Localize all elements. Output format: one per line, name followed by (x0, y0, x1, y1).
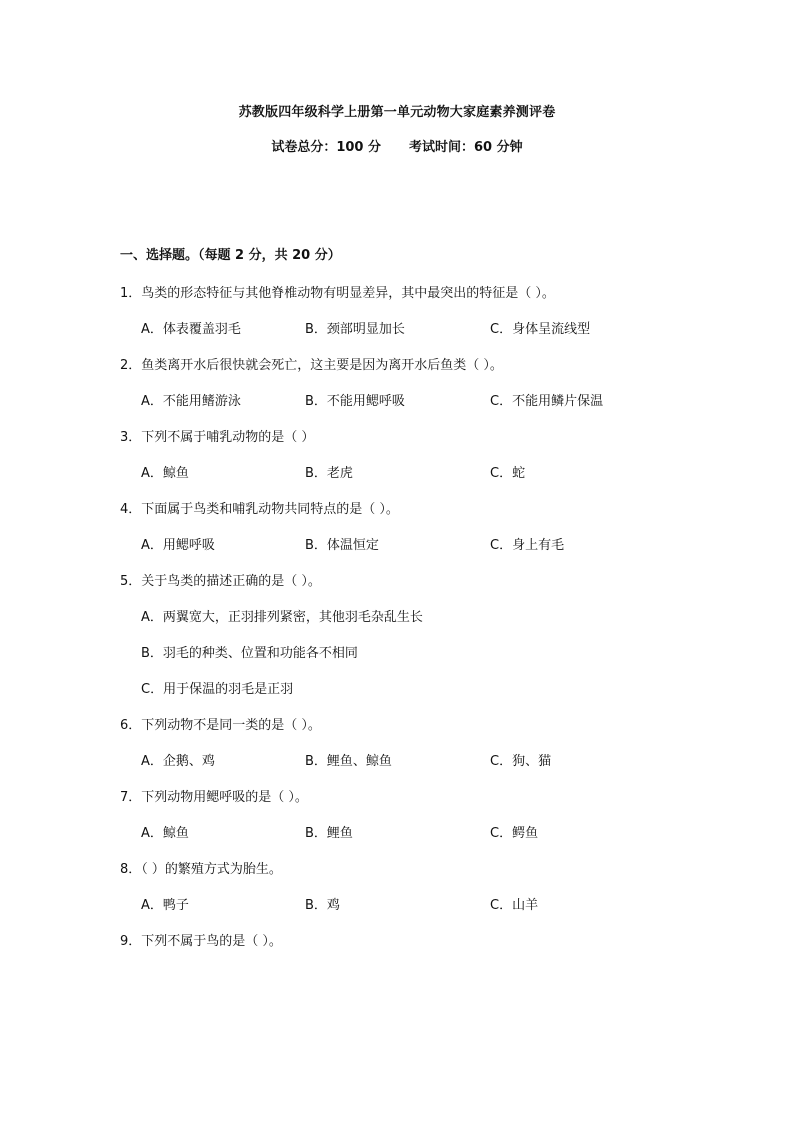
question-5-stem: 5．关于鸟类的描述正确的是（ ）。 (120, 574, 321, 589)
exam-time: 考试时间：60 分钟 (409, 140, 523, 155)
question-4-option-c: C．身上有毛 (490, 538, 565, 553)
exam-meta (0, 136, 794, 155)
question-5-option-c: C．用于保温的羽毛是正羽 (141, 682, 294, 697)
question-8-stem: 8．（ ）的繁殖方式为胎生。 (120, 862, 282, 877)
question-1-stem: 1．鸟类的形态特征与其他脊椎动物有明显差异，其中最突出的特征是（ ）。 (120, 286, 555, 301)
question-6-stem: 6．下列动物不是同一类的是（ ）。 (120, 718, 321, 733)
question-9-stem: 9．下列不属于鸟的是（ ）。 (120, 934, 282, 949)
question-1-option-c: C．身体呈流线型 (490, 322, 591, 337)
question-2-option-a: A．不能用鳍游泳 (141, 394, 241, 409)
exam-title: 苏教版四年级科学上册第一单元动物大家庭素养测评卷 (238, 105, 556, 120)
question-2-stem: 2．鱼类离开水后很快就会死亡，这主要是因为离开水后鱼类（ ）。 (120, 358, 503, 373)
question-8-option-c: C．山羊 (490, 898, 539, 913)
question-4-stem: 4．下面属于鸟类和哺乳动物共同特点的是（ ）。 (120, 502, 399, 517)
total-score: 试卷总分：100 分 (271, 140, 382, 155)
question-1-option-b: B．颈部明显加长 (305, 322, 405, 337)
question-3-option-c: C．蛇 (490, 466, 526, 481)
question-3-option-a: A．鲸鱼 (141, 466, 189, 481)
question-8-option-b: B．鸡 (305, 898, 340, 913)
question-7-option-a: A．鲸鱼 (141, 826, 189, 841)
question-1-option-a: A．体表覆盖羽毛 (141, 322, 241, 337)
question-6-option-b: B．鲤鱼、鲸鱼 (305, 754, 392, 769)
question-8-option-a: A．鸭子 (141, 898, 189, 913)
question-7-stem: 7．下列动物用鳃呼吸的是（ ）。 (120, 790, 308, 805)
question-2-option-b: B．不能用鳃呼吸 (305, 394, 405, 409)
section-heading: 一、选择题。（每题 2 分，共 20 分） (120, 248, 341, 263)
question-4-option-b: B．体温恒定 (305, 538, 379, 553)
question-3-option-b: B．老虎 (305, 466, 353, 481)
question-6-option-c: C．狗、猫 (490, 754, 552, 769)
question-6-option-a: A．企鹅、鸡 (141, 754, 215, 769)
question-4-option-a: A．用鳃呼吸 (141, 538, 215, 553)
question-7-option-b: B．鲤鱼 (305, 826, 353, 841)
question-7-option-c: C．鳄鱼 (490, 826, 539, 841)
question-2-option-c: C．不能用鳞片保温 (490, 394, 604, 409)
question-5-option-a: A．两翼宽大，正羽排列紧密，其他羽毛杂乱生长 (141, 610, 423, 625)
question-3-stem: 3．下列不属于哺乳动物的是（ ） (120, 430, 315, 445)
question-5-option-b: B．羽毛的种类、位置和功能各不相同 (141, 646, 358, 661)
